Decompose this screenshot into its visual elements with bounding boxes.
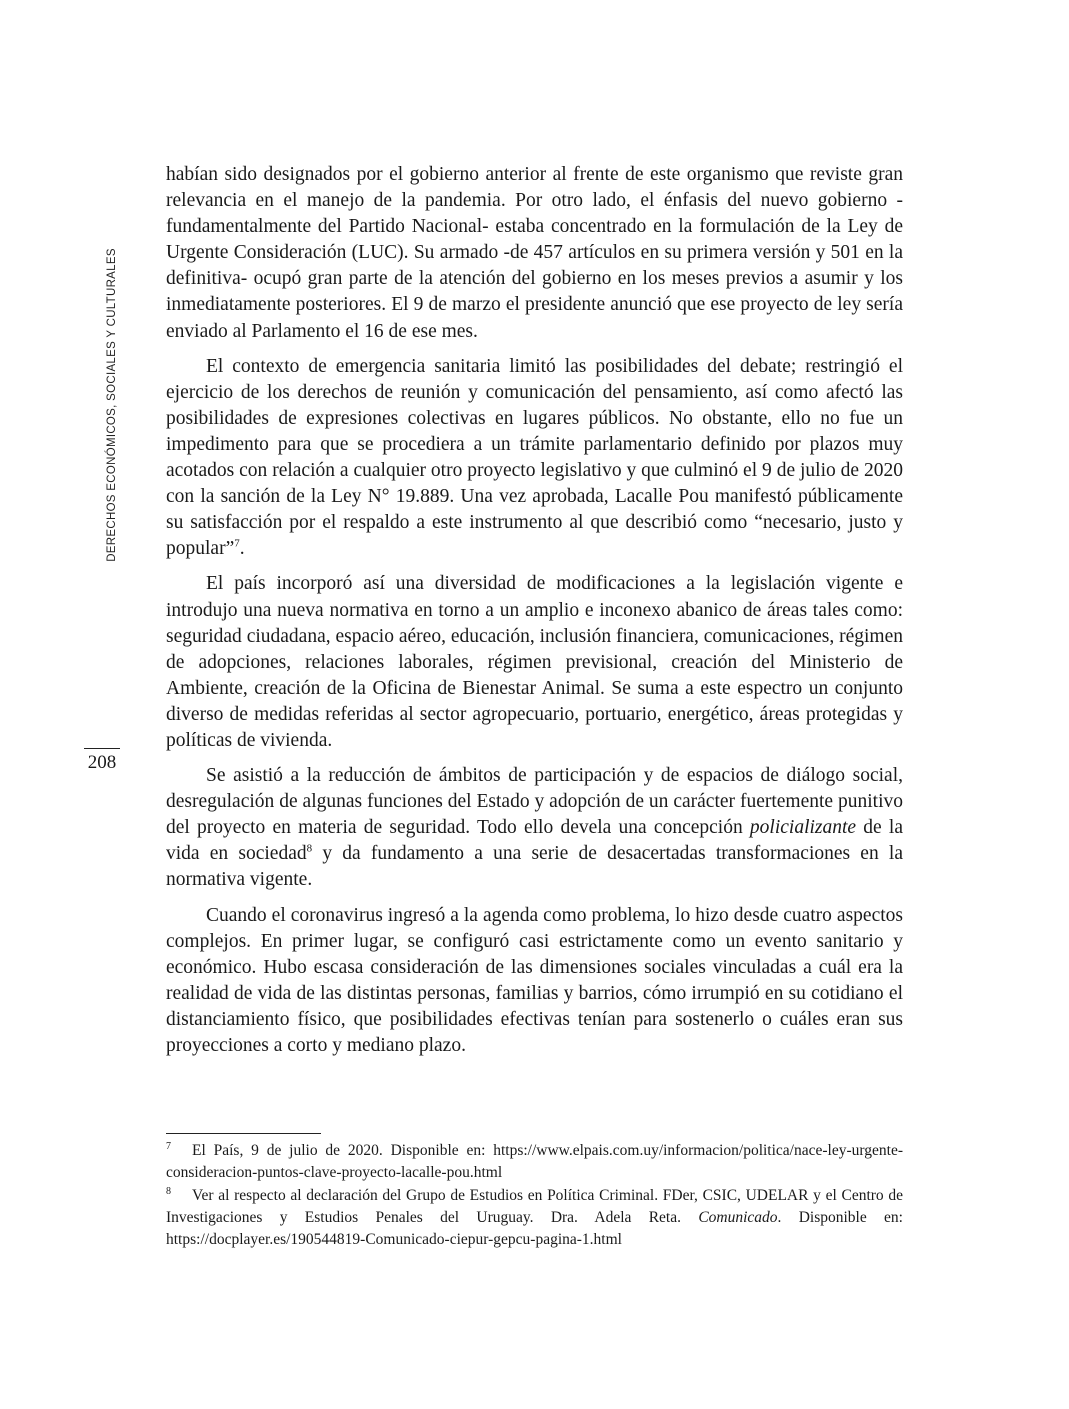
paragraph-4-text-c: y da fundamento a una serie de desacertadas transformaciones en la normativa vigente. [166,843,903,891]
paragraph-4 [166,763,903,893]
paragraph-2-text: El contexto de emergencia sanitaria limitó las posibilidades del debate; restringió el ejercicio de los derechos de reunión y comunicación del pensamiento, así como afectó las posibilidades de expresiones colectivas en lugares públicos. No obstante, ello no fue un impedimento para que se procediera a un trámite parlamentario definido por plazos muy acotados con relación a cualquier otro proyecto legislativo y que culminó el 9 de julio de 2020 con la sanción de la Ley N° 19.889. Una vez aprobada, Lacalle Pou manifestó públicamente su satisfacción por el respaldo a este instrumento al que describió como “necesario, justo y popular” [166,355,903,560]
paragraph-4-text-a: Se asistió a la reducción de ámbitos de participación y de espacios de diálogo social, desregulación de algunas funciones del Estado y adopción de un carácter fuertemente punitivo del proyecto en materia de seguridad. Todo ello devela una concepción [166,765,903,839]
paragraph-4-text-b: de la vida en sociedad [166,817,903,865]
paragraph-1: habían sido designados por el gobierno anterior al frente de este organismo que reviste gran relevancia en el manejo de la pandemia. Por otro lado, el énfasis del nuevo gobierno -fundamentalmente del Partido Nacional- estaba concentrado en la formulación de la Ley de Urgente Consideración (LUC). Su armado -de 457 artículos en su primera versión y 501 en la definitiva- ocupó gran parte de la atención del gobierno en los meses previos a asumir y los inmediatamente posteriores. El 9 de marzo el presidente anunció que ese proyecto de ley sería enviado al Parlamento el 16 de ese mes. [166,164,903,342]
footnote-separator [166,1133,321,1134]
paragraph-5: Cuando el coronavirus ingresó a la agenda como problema, lo hizo desde cuatro aspectos complejos. En primer lugar, se configuró casi estrictamente como un evento sanitario y económico. Hubo escasa consideración de las dimensiones sociales vinculadas a cuál era la realidad de vida de las distintas personas, familias y barrios, cómo irrumpió en su cotidiano el distanciamiento físico, que posibilidades efectivas tenían para sostenerlo o cuáles eran sus proyecciones a corto y mediano plazo. [166,904,903,1056]
paragraph-2-end: . [239,538,245,560]
body-text [166,162,903,1068]
footnote-8: 8 Ver al respecto al declaración del Grupo de Estudios en Política Criminal. FDer, CSIC, UDELAR y el Centro de Investigaciones y Estudios Penales del Uruguay. Dra. Adela Reta. Comunicado. Disponible en: https://docplayer.es/190544819-Comunicado-ciepur-gepcu-pagina-1.html [166,1185,903,1248]
footnote-ref-8: 8 [306,842,313,855]
paragraph-3: El país incorporó así una diversidad de modificaciones a la legislación vigente e introdujo una nueva normativa en torno a un amplio e inconexo abanico de áreas tales como: seguridad ciudadana, espacio aéreo, educación, inclusión financiera, comunicaciones, régimen de adopciones, relaciones laborales, régimen previsional, creación del Ministerio de Ambiente, creación de la Oficina de Bienestar Animal. Se suma a este espectro un conjunto diverso de medidas referidas al sector agropecuario, portuario, energético, áreas protegidas y políticas de vivienda. [166,573,903,751]
running-section-title: DERECHOS ECONÓMICOS, SOCIALES Y CULTURALES [106,248,118,562]
page-number: 208 [87,752,117,773]
footnotes [166,1140,903,1252]
footnote-7: 7 El País, 9 de julio de 2020. Disponible en: https://www.elpais.com.uy/informacion/politica/nace-ley-urgente-consideracion-puntos-clave-proyecto-lacalle-pou.html [166,1140,903,1181]
footnote-8-text-a: Ver al respecto al declaración del Grupo de Estudios en Política Criminal. FDer, CSIC, UDELAR y el Centro de Investigaciones y Estudios Penales del Uruguay. Dra. Adela Reta. [166,1187,903,1226]
footnote-7-text: El País, 9 de julio de 2020. Disponible en: https://www.elpais.com.uy/informacion/politica/nace-ley-urgente-consideracion-puntos-clave-proyecto-lacalle-pou.html [166,1142,903,1181]
page-number-rule [84,748,120,749]
footnote-ref-7: 7 [234,537,240,550]
footnote-8-italic: Comunicado [698,1209,778,1226]
paragraph-2 [166,354,903,563]
paragraph-4-italic: policializante [749,817,857,839]
footnote-8-text-b: . Disponible en: https://docplayer.es/190544819-Comunicado-ciepur-gepcu-pagina-1.html [166,1209,903,1248]
